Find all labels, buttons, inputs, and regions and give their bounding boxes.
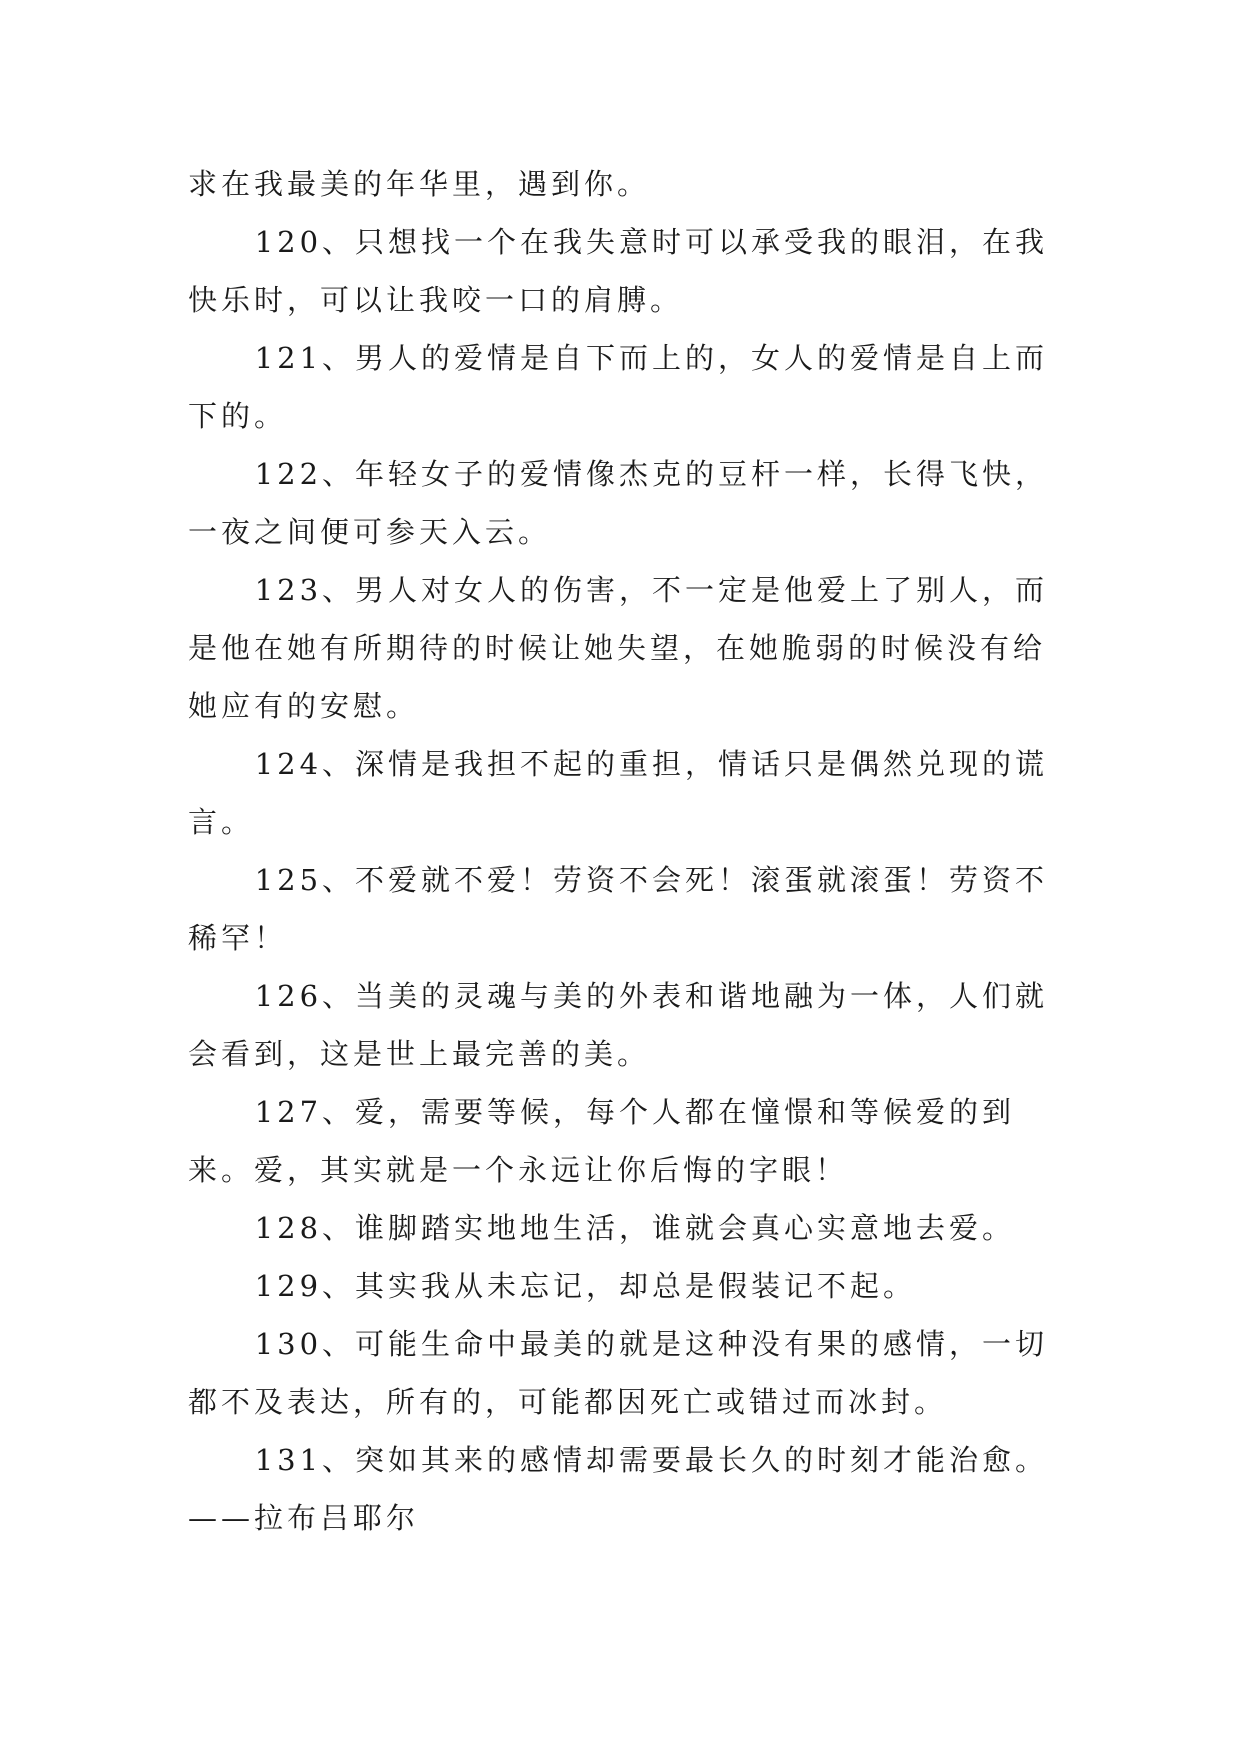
paragraph-123: 123、男人对女人的伤害，不一定是他爱上了别人，而是他在她有所期待的时候让她失望，在她脆弱的时候没有给她应有的安慰。 (188, 573, 1049, 723)
paragraph-130: 130、可能生命中最美的就是这种没有果的感情，一切都不及表达，所有的，可能都因死亡或错过而冰封。 (188, 1327, 1049, 1419)
paragraph-129: 129、其实我从未忘记，却总是假装记不起。 (254, 1269, 917, 1303)
document-body (188, 155, 1068, 1547)
paragraph-128: 128、谁脚踏实地地生活，谁就会真心实意地去爱。 (254, 1211, 1016, 1245)
paragraph-126: 126、当美的灵魂与美的外表和谐地融为一体，人们就会看到，这是世上最完善的美。 (188, 979, 1049, 1071)
paragraph-122: 122、年轻女子的爱情像杰克的豆杆一样，长得飞快，一夜之间便可参天入云。 (188, 457, 1049, 549)
paragraph-121: 121、男人的爱情是自下而上的，女人的爱情是自上而下的。 (188, 341, 1049, 433)
paragraph-120: 120、只想找一个在我失意时可以承受我的眼泪，在我快乐时，可以让我咬一口的肩膊。 (188, 225, 1049, 317)
paragraph-125: 125、不爱就不爱！劳资不会死！滚蛋就滚蛋！劳资不稀罕！ (188, 863, 1049, 955)
paragraph-127: 127、爱，需要等候，每个人都在憧憬和等候爱的到来。爱，其实就是一个永远让你后悔的字眼！ (188, 1095, 1016, 1187)
paragraph-continuation: 求在我最美的年华里，遇到你。 (188, 167, 651, 201)
paragraph-124: 124、深情是我担不起的重担，情话只是偶然兑现的谎言。 (188, 747, 1049, 839)
paragraph-131: 131、突如其来的感情却需要最长久的时刻才能治愈。——拉布吕耶尔 (188, 1443, 1049, 1535)
